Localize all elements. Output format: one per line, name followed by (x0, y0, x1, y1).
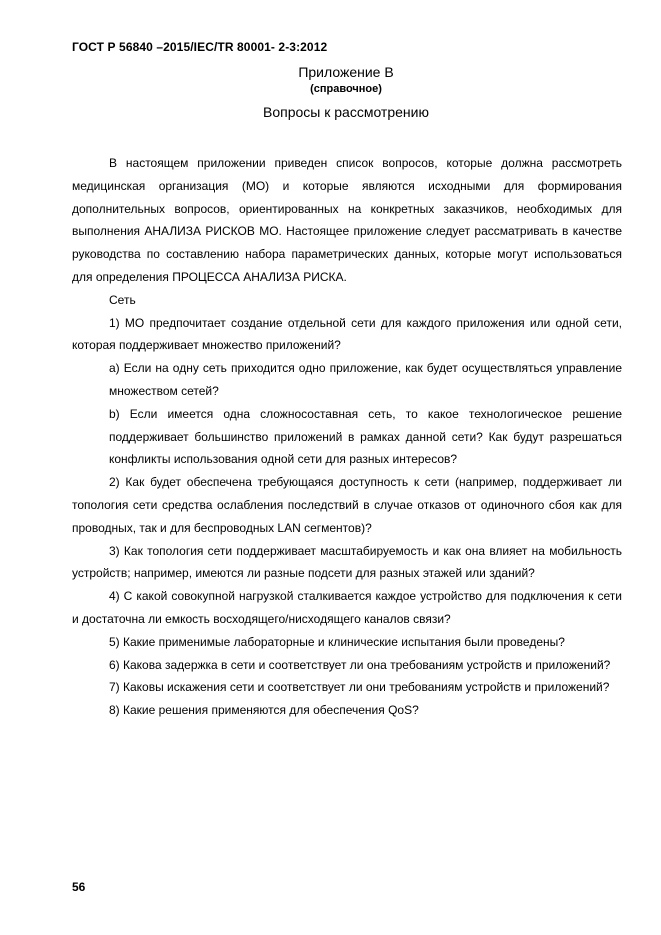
paragraph: 5) Какие применимые лабораторные и клинические испытания были проведены? (109, 634, 565, 649)
appendix-title: Приложение В (298, 64, 394, 80)
paragraph: 1) МО предпочитает создание отдельной сети для каждого приложения или одной сети, которая поддерживает множество приложений? (72, 315, 622, 353)
paragraph: Сеть (109, 292, 136, 307)
appendix-subtitle: (справочное) (310, 83, 382, 95)
sub-paragraph: a) Если на одну сеть приходится одно приложение, как будет осуществляться управление множеством сетей? (109, 361, 622, 398)
document-header: ГОСТ Р 56840 –2015/IEC/TR 80001- 2-3:2012 (72, 40, 328, 54)
paragraph: 8) Какие решения применяются для обеспечения QoS? (109, 703, 419, 718)
section-title: Вопросы к рассмотрению (263, 104, 429, 120)
paragraph: 7) Каковы искажения сети и соответствует ли они требованиям устройств и приложений? (109, 680, 610, 695)
document-body (72, 152, 622, 722)
page-number: 56 (72, 880, 86, 894)
paragraph: В настоящем приложении приведен список вопросов, которые должна рассмотреть медицинская организация (МО) и которые являются исходными для формирования дополнительных вопросов, ориентированных на конкретных заказчиков, необходимых для выполнения АНАЛИЗА РИСКОВ МО. Настоящее приложение следует рассматривать в качестве руководства по составлению набора параметрических данных, которые могут использоваться для определения ПРОЦЕССА АНАЛИЗА РИСКА. (72, 156, 622, 284)
paragraph: 6) Какова задержка в сети и соответствует ли она требованиям устройств и приложений? (109, 657, 611, 672)
paragraph: 2) Как будет обеспечена требующаяся доступность к сети (например, поддерживает ли топология сети средства ослабления последствий в случае отказов от одиночного сбоя как для проводных, так и для беспроводных LAN сегментов)? (72, 475, 622, 535)
sub-paragraph: b) Если имеется одна сложносоставная сеть, то какое технологическое решение поддерживает большинство приложений в рамках данной сети? Как будут разрешаться конфликты использования одной сети для разных интересов? (109, 406, 622, 467)
paragraph: 3) Как топология сети поддерживает масштабируемость и как она влияет на мобильность устройств; например, имеются ли разные подсети для разных этажей или зданий? (72, 543, 622, 581)
paragraph: 4) С какой совокупной нагрузкой сталкивается каждое устройство для подключения к сети и достаточна ли емкость восходящего/нисходящего каналов связи? (72, 589, 622, 626)
